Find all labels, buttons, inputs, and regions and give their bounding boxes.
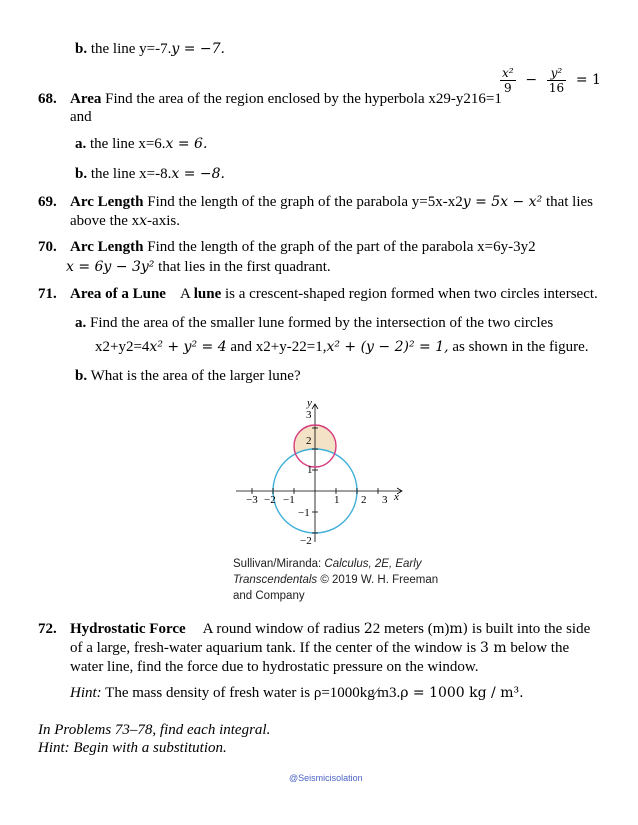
problem-title: Arc Length <box>70 239 144 255</box>
x-tick-label: 3 <box>382 494 388 506</box>
problem-text-continued: and <box>70 109 92 125</box>
problem-text-continued: x = 6y − 3y² that lies in the first quadrant. <box>66 259 331 275</box>
problem-68b: b. the line x=-8.x = −8. <box>75 166 225 182</box>
lune-figure <box>226 392 416 552</box>
y-tick-label: −2 <box>300 535 312 547</box>
problem-number: 69. <box>38 194 57 210</box>
part-label: b. <box>75 41 88 57</box>
x-tick-label: 2 <box>361 494 367 506</box>
problem-71: 71. Area of a Lune A lune is a crescent-shaped region formed when two circles intersect. <box>38 286 598 302</box>
math-expression: x = 6y − 3y² <box>66 259 155 275</box>
problem-70: 70. Arc Length Find the length of the graph of the part of the parabola x=6y-3y2 <box>38 239 536 255</box>
problem-number: 70. <box>38 239 57 255</box>
fraction: $\frac{\text{x²}}{9}$ <box>502 66 514 95</box>
problem-title: Arc Length <box>70 194 144 210</box>
watermark: @Seismicisolation <box>289 773 363 783</box>
y-tick-label: 2 <box>306 435 312 447</box>
x-tick-label: −1 <box>283 494 295 506</box>
problem-71a-circles: x2+y2=4x² + y² = 4 and x2+y-22=1,x² + (y − 2)² = 1, as shown in the figure. <box>95 339 589 355</box>
x-tick-label: 1 <box>334 494 340 506</box>
math-expression: y = 5x − x² <box>462 194 543 210</box>
y-tick-label: 1 <box>307 464 313 476</box>
problem-title: Area <box>70 91 102 107</box>
problem-72: 72. Hydrostatic Force A round window of radius 22 meters (m)m) is built into the side <box>38 621 591 637</box>
fraction: $\frac{\text{y²}}{16}$ <box>548 66 565 95</box>
problem-title: Hydrostatic Force <box>70 621 186 637</box>
problem-text: Find the area of the region enclosed by the hyperbola x29-y216=1 <box>101 91 502 107</box>
problem-number: 72. <box>38 621 57 637</box>
figure-caption: Sullivan/Miranda: Calculus, 2E, Early Transcendentals © 2019 W. H. Freeman and Company <box>233 558 439 602</box>
problem-number: 71. <box>38 286 57 302</box>
section-instruction: In Problems 73–78, find each integral. <box>38 722 271 738</box>
x-tick-label: −2 <box>264 494 276 506</box>
math-expression: y = −7. <box>171 41 226 57</box>
hint: Hint: The mass density of fresh water is ρ=1000kg⁄m3.ρ = 1000 kg / m³. <box>70 685 524 701</box>
y-tick-label: 3 <box>306 409 312 421</box>
problem-68a: a. the line x=6.x = 6. <box>75 136 208 152</box>
hyperbola-equation: $\frac{\text{x²}}{9}$ − $\frac{\text{y²}}{16}$ = 1 <box>502 66 601 95</box>
section-hint: Hint: Begin with a substitution. <box>38 740 227 756</box>
problem-71b: b. What is the area of the larger lune? <box>75 368 301 384</box>
problem-text-continued: of a large, fresh-water aquarium tank. If the center of the window is 3 m below the <box>70 640 570 656</box>
problem-number: 68. <box>38 91 57 107</box>
problem-71a: a. Find the area of the smaller lune formed by the intersection of the two circles <box>75 315 554 331</box>
problem-68 <box>38 90 502 108</box>
y-axis-label: y <box>307 397 312 409</box>
part-text: the line y=-7. <box>87 41 172 57</box>
problem-title: Area of a Lune <box>70 286 166 302</box>
problem-67b <box>75 40 225 58</box>
x-tick-label: −3 <box>246 494 258 506</box>
problem-69: 69. Arc Length Find the length of the graph of the parabola y=5x-x2y = 5x − x² that lies <box>38 194 594 210</box>
y-tick-label: −1 <box>298 507 310 519</box>
problem-text-continued: above the xx-axis. <box>70 213 180 229</box>
problem-text-continued: water line, find the force due to hydrostatic pressure on the window. <box>70 659 479 675</box>
x-axis-label: x <box>394 491 399 503</box>
lune-region <box>286 417 346 477</box>
